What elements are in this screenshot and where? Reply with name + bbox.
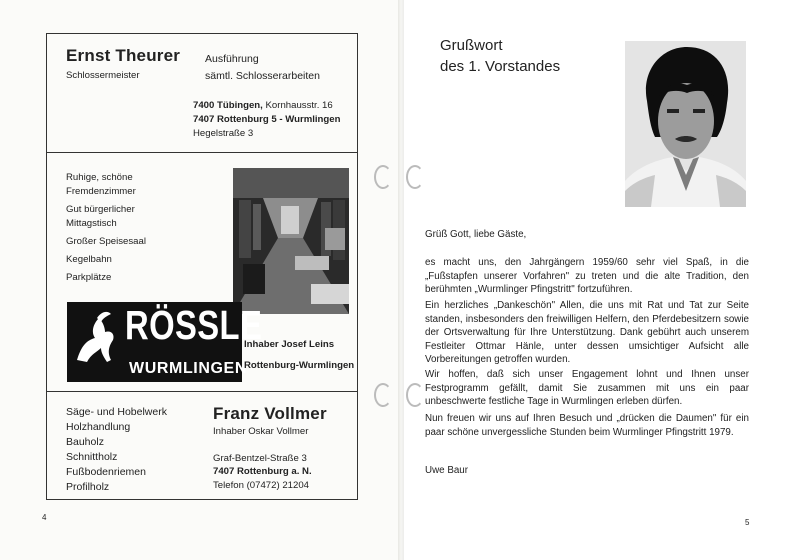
page-number-right: 5: [745, 518, 750, 527]
ad2-feature: Mittagstisch: [66, 218, 117, 229]
binding-hole: [406, 165, 424, 189]
portrait-photo: [625, 41, 746, 207]
ad2-feature: Gut bürgerlicher: [66, 204, 135, 215]
ad1-address-city: 7400 Tübingen,: [193, 100, 263, 111]
ad3-product: Schnittholz: [66, 451, 118, 463]
roessle-logo: [67, 302, 263, 382]
ad2-feature: Kegelbahn: [66, 254, 112, 265]
ad1-name: Ernst Theurer: [66, 46, 181, 65]
book-fold: [398, 0, 404, 560]
binding-hole: [406, 383, 424, 407]
heading-line2: des 1. Vorstandes: [440, 58, 561, 75]
ad1-title: Schlossermeister: [66, 70, 140, 81]
ad2-feature: Parkplätze: [66, 272, 112, 283]
ad3-product: Fußbodenriemen: [66, 466, 146, 478]
ad1-service-line1: Ausführung: [205, 53, 259, 65]
ad1-service-line2: sämtl. Schlosserarbeiten: [205, 70, 320, 82]
binding-hole: [374, 165, 392, 189]
restaurant-interior-photo: [233, 168, 349, 314]
ad2-feature: Ruhige, schöne: [66, 172, 133, 183]
heading-line1: Grußwort: [440, 37, 503, 54]
ad2-feature: Fremdenzimmer: [66, 186, 136, 197]
ad2-owner: Inhaber Josef Leins: [244, 339, 335, 350]
ad3-product: Bauholz: [66, 436, 104, 448]
ad3-phone: Telefon (07472) 21204: [213, 480, 310, 491]
greeting: Grüß Gott, liebe Gäste,: [425, 229, 527, 240]
ad3-product: Holzhandlung: [66, 421, 131, 433]
logo-wurmlingen-text: WURMLINGEN: [129, 360, 247, 377]
page-number-left: 4: [42, 513, 47, 522]
paragraph-2: Ein herzliches „Dankeschön" Allen, die uns mit Rat und Tat zur Seite standen, insbesonders den freiwilligen Helfern, den Pferdebesitzern sowie der Ortsverwaltung für Ihre Unterstützung. Dank gebührt auch unserem Festleiter Ottmar Hänle, unter dessen umsichtiger Aufsicht alle Vorbereitungen getroffen wurden.: [425, 300, 749, 365]
ad2-location: Rottenburg-Wurmlingen: [244, 360, 355, 371]
paragraph-4: Nun freuen wir uns auf Ihren Besuch und „drücken die Daumen" für ein paar schöne unvergessliche Stunden beim Wurmlinger Pfingstritt 1979.: [425, 413, 749, 438]
ad1-address-line1: [193, 100, 333, 111]
ad1-address-line3: Hegelstraße 3: [193, 128, 254, 139]
signature: Uwe Baur: [425, 465, 469, 476]
ad3-city: 7407 Rottenburg a. N.: [213, 466, 312, 477]
ad1-address-street: Kornhausstr. 16: [265, 100, 333, 111]
advertisement-frame: [46, 33, 358, 500]
binding-hole: [374, 383, 392, 407]
logo-roessle-text: RÖSSLE: [125, 302, 263, 348]
ad3-product: Säge- und Hobelwerk: [66, 406, 167, 418]
paragraph-3: Wir hoffen, daß sich unser Engagement lohnt und Ihnen unser Festprogramm gefällt, damit Sie zusammen mit uns ein paar unbeschwerte festliche Tage in Wurmlingen erleben dürfen.: [425, 369, 749, 407]
ad2-feature: Großer Speisesaal: [66, 236, 146, 247]
divider: [47, 152, 357, 153]
ad3-street: Graf-Bentzel-Straße 3: [213, 453, 307, 464]
ad3-owner: Inhaber Oskar Vollmer: [213, 426, 309, 437]
ad3-name: Franz Vollmer: [213, 404, 327, 423]
ad1-address-line2: 7407 Rottenburg 5 - Wurmlingen: [193, 114, 341, 125]
divider: [47, 391, 357, 392]
paragraph-1: es macht uns, den Jahrgängern 1959/60 sehr viel Spaß, in die „Fußstapfen unserer Vorfahren" zu treten und die alte Tradition, den berühmten „Wurmlinger Pfingstritt" fortzuführen.: [425, 257, 749, 295]
ad3-product: Profilholz: [66, 481, 110, 493]
